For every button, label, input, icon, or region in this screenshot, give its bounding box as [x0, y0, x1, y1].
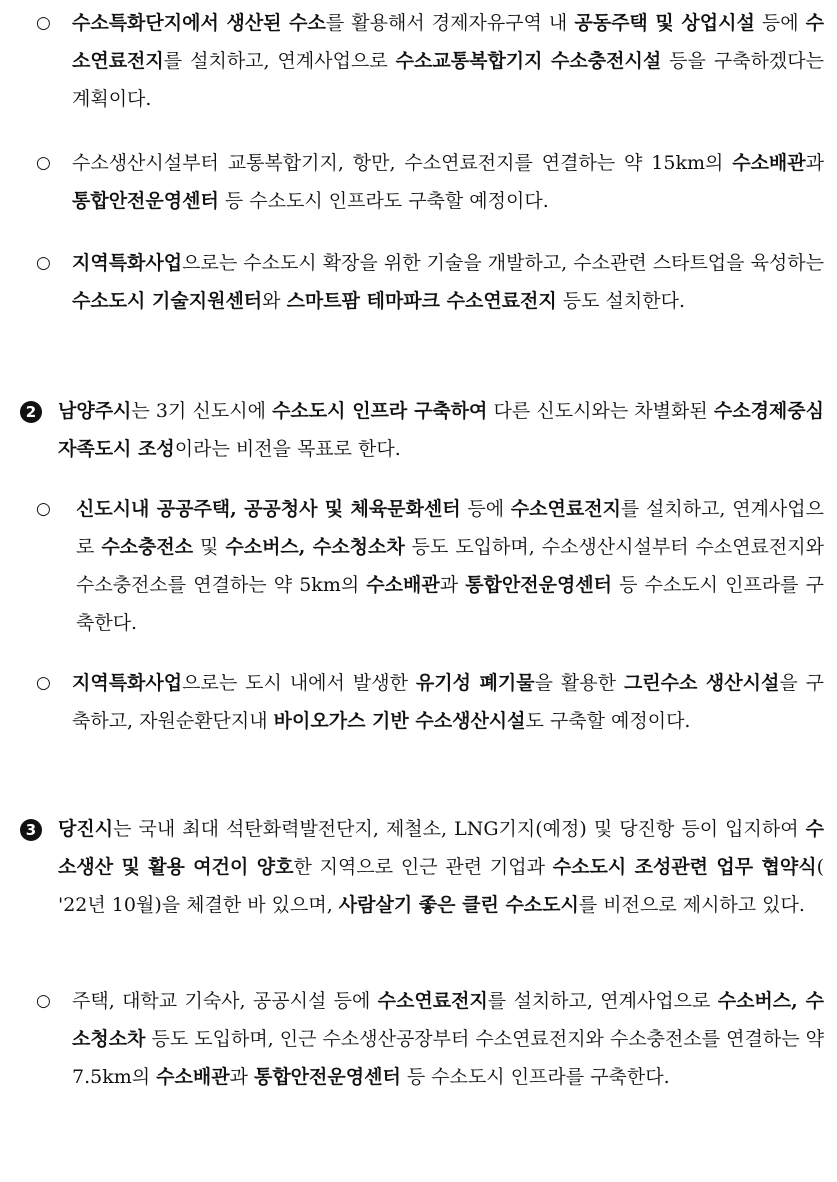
bold-text: 수소배관 — [732, 152, 806, 174]
text: 등도 도입하며, 인근 수소생산공장부터 수소연료전지와 수소충전소를 연결하는 약 7.5km의 — [72, 1028, 824, 1088]
paragraph-text — [72, 244, 824, 320]
text: 등도 도입하며, 수소생산시설부터 수소연료전지와 수소충전소를 연결하는 약 5km의 — [76, 536, 824, 596]
hollow-bullet-icon: ○ — [36, 991, 51, 1011]
text: 등 수소도시 인프라를 구축한다. — [76, 574, 824, 634]
bold-text: 지역특화사업 — [72, 672, 183, 694]
hollow-bullet-icon: ○ — [36, 499, 51, 519]
paragraph-text — [72, 982, 824, 1096]
bold-text: 수소연료전지 — [72, 12, 824, 72]
text: 이라는 비전을 목표로 한다. — [174, 438, 401, 460]
text: 다른 신도시와는 차별화된 — [487, 400, 714, 422]
bold-text: 신도시내 공공주택, 공공청사 및 체육문화센터 — [76, 498, 461, 520]
text: 과 — [229, 1066, 254, 1088]
bold-text: 수소도시 조성관련 업무 협약식 — [552, 856, 817, 878]
bold-text: 당진시 — [58, 818, 114, 840]
bold-text: 그린수소 생산시설 — [623, 672, 780, 694]
bold-text: 지역특화사업 — [72, 252, 183, 274]
text: 를 설치하고, 연계사업으로 — [163, 50, 396, 72]
text: 수소생산시설부터 교통복합기지, 항만, 수소연료전지를 연결하는 약 15km의 — [72, 152, 733, 174]
number-2-marker — [20, 392, 42, 430]
bold-text: 수소도시 인프라 구축하여 — [272, 400, 488, 422]
text: 를 설치하고, 연계사업으로 — [487, 990, 718, 1012]
bold-text: 수소연료전지 — [377, 990, 488, 1012]
text: 으로는 도시 내에서 발생한 — [182, 672, 416, 694]
bold-text: 수소배관 — [156, 1066, 230, 1088]
bold-text: 수소특화단지에서 생산된 수소 — [72, 12, 326, 34]
bold-text: 수소도시 기술지원센터 — [72, 290, 263, 312]
circled-number-icon: 3 — [20, 819, 42, 841]
bold-text: 통합안전운영센터 — [465, 574, 613, 596]
bold-text: 통합안전운영센터 — [72, 190, 219, 212]
text: 을 구축하고, 자원순환단지내 — [72, 672, 825, 732]
text: 등 수소도시 인프라를 구축한다. — [400, 1066, 670, 1088]
text: 를 설치하고, 연계사업으로 — [76, 498, 824, 558]
text: 주택, 대학교 기숙사, 공공시설 등에 — [72, 990, 378, 1012]
bold-text: 유기성 폐기물 — [415, 672, 535, 694]
paragraph-text — [76, 490, 824, 642]
bold-text: 수소교통복합기지 수소충전시설 — [395, 50, 662, 72]
text: ( '22년 10월)을 체결한 바 있으며, — [58, 856, 824, 916]
bold-text: 바이오가스 기반 수소생산시설 — [273, 710, 526, 732]
text: 등에 — [460, 498, 511, 520]
paragraph-text — [58, 392, 824, 468]
bold-text: 수소연료전지 — [510, 498, 621, 520]
text: 과 — [439, 574, 466, 596]
bold-text: 수소버스, 수소청소차 — [72, 990, 825, 1050]
bold-text: 수소버스, 수소청소차 — [225, 536, 405, 558]
text: 와 — [262, 290, 287, 312]
paragraph-text — [58, 810, 824, 924]
text: 는 3기 신도시에 — [131, 400, 273, 422]
text: 및 — [193, 536, 226, 558]
bold-text: 통합안전운영센터 — [253, 1066, 401, 1088]
number-3-marker — [20, 810, 42, 848]
text: 등에 — [754, 12, 806, 34]
text: 한 지역으로 인근 관련 기업과 — [293, 856, 553, 878]
text: 등도 설치한다. — [556, 290, 685, 312]
text: 를 비전으로 제시하고 있다. — [578, 894, 805, 916]
hollow-bullet-icon: ○ — [36, 13, 51, 33]
bold-text: 수소배관 — [366, 574, 440, 596]
circled-number-icon: 2 — [20, 401, 42, 423]
bold-text: 공동주택 및 상업시설 — [574, 12, 755, 34]
bold-text: 사람살기 좋은 클린 수소도시 — [338, 894, 579, 916]
bold-text: 수소충전소 — [101, 536, 194, 558]
bold-text: 수소경제중심 자족도시 조성 — [58, 400, 824, 460]
text: 과 — [805, 152, 824, 174]
hollow-bullet-icon: ○ — [36, 673, 51, 693]
text: 등 수소도시 인프라도 구축할 예정이다. — [218, 190, 549, 212]
text: 는 국내 최대 석탄화력발전단지, 제철소, LNG기지(예정) 및 당진항 등이 입지하여 — [113, 818, 806, 840]
bold-text: 남양주시 — [58, 400, 132, 422]
paragraph-text — [72, 144, 824, 220]
paragraph-text — [72, 4, 824, 118]
bold-text: 수소생산 및 활용 여건이 양호 — [58, 818, 824, 878]
hollow-bullet-icon: ○ — [36, 253, 51, 273]
bold-text: 스마트팜 테마파크 수소연료전지 — [286, 290, 557, 312]
text: 으로는 수소도시 확장을 위한 기술을 개발하고, 수소관련 스타트업을 육성하는 — [182, 252, 824, 274]
text: 를 활용해서 경제자유구역 내 — [325, 12, 575, 34]
paragraph-text — [72, 664, 824, 740]
text: 도 구축할 예정이다. — [525, 710, 691, 732]
hollow-bullet-icon: ○ — [36, 153, 51, 173]
text: 등을 구축하겠다는 계획이다. — [72, 50, 824, 110]
text: 을 활용한 — [534, 672, 624, 694]
